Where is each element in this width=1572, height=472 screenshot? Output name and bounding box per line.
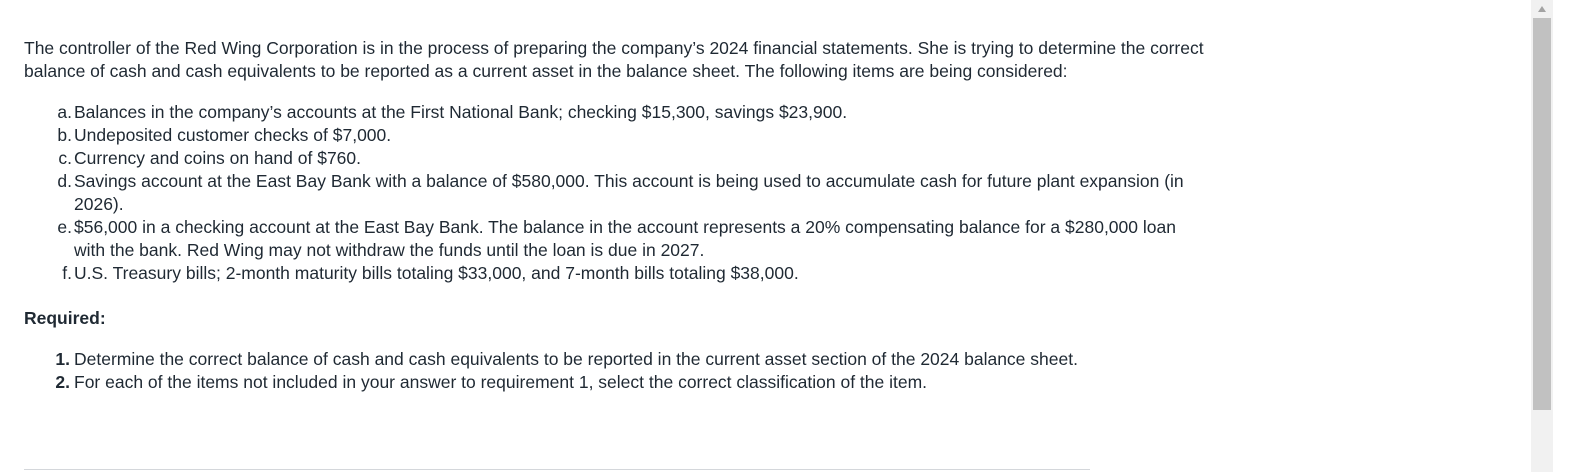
- item-marker: e.: [57, 217, 72, 237]
- item-marker: b.: [57, 125, 72, 145]
- item-marker: f.: [62, 263, 72, 283]
- item-text: Savings account at the East Bay Bank with a balance of $580,000. This account is being used to accumulate cash for future plant expansion (in 2026).: [74, 171, 1184, 214]
- required-heading: Required:: [24, 308, 106, 328]
- problem-content: [24, 37, 1204, 394]
- vertical-scrollbar[interactable]: [1531, 0, 1553, 472]
- item-text: U.S. Treasury bills; 2-month maturity bills totaling $33,000, and 7-month bills totaling $38,000.: [74, 263, 799, 283]
- item-marker: c.: [58, 148, 72, 168]
- scroll-up-button[interactable]: [1531, 2, 1553, 16]
- item-marker: a.: [57, 102, 72, 122]
- list-item: [24, 262, 1204, 285]
- list-item: [24, 147, 1204, 170]
- list-item: [24, 216, 1204, 262]
- item-text: Undeposited customer checks of $7,000.: [74, 125, 392, 145]
- list-item: [24, 348, 1204, 371]
- item-text: Currency and coins on hand of $760.: [74, 148, 361, 168]
- items-list: [24, 101, 1204, 285]
- requirement-marker: 1.: [55, 349, 70, 369]
- scrollbar-thumb[interactable]: [1533, 18, 1551, 410]
- section-divider: [24, 469, 1090, 470]
- requirement-marker: 2.: [55, 372, 70, 392]
- list-item: [24, 170, 1204, 216]
- requirements-list: [24, 348, 1204, 394]
- requirement-text: For each of the items not included in your answer to requirement 1, select the correct classification of the item.: [74, 372, 928, 392]
- list-item: [24, 124, 1204, 147]
- item-marker: d.: [57, 171, 72, 191]
- list-item: [24, 101, 1204, 124]
- chevron-up-icon: [1538, 6, 1546, 12]
- list-item: [24, 371, 1204, 394]
- item-text: $56,000 in a checking account at the East Bay Bank. The balance in the account represents a 20% compensating balance for a $280,000 loan with the bank. Red Wing may not withdraw the funds until the loan is due in 2027.: [74, 217, 1176, 260]
- problem-intro: The controller of the Red Wing Corporation is in the process of preparing the company’s 2024 financial statements. She is trying to determine the correct balance of cash and cash equivalents to be reported as a current asset in the balance sheet. The following items are being considered:: [24, 38, 1204, 81]
- item-text: Balances in the company’s accounts at the First National Bank; checking $15,300, savings $23,900.: [74, 102, 848, 122]
- requirement-text: Determine the correct balance of cash and cash equivalents to be reported in the current asset section of the 2024 balance sheet.: [74, 349, 1078, 369]
